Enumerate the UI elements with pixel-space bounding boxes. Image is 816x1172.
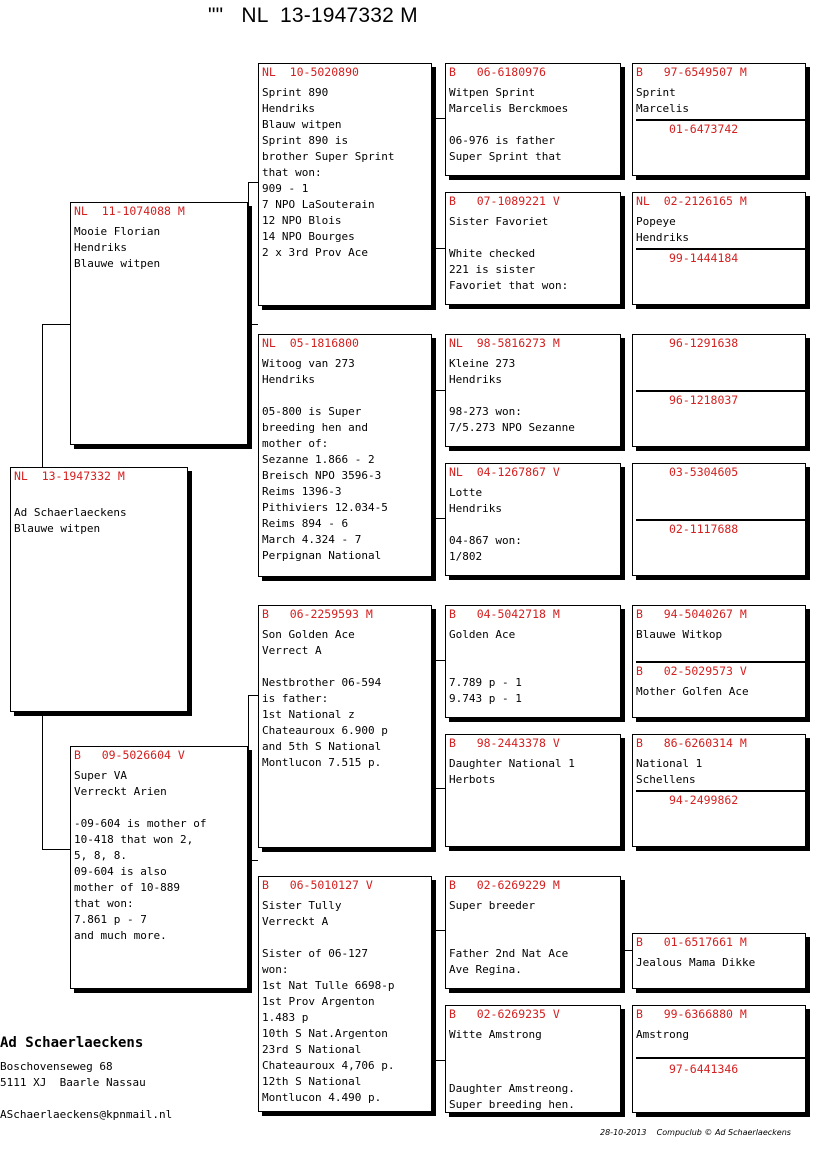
g4-card[interactable] [632,63,806,176]
grandparent-line: 05-800 is Super [262,405,362,418]
g4-ring: B 01-6517661 M [636,935,747,949]
grandparent-line: 1.483 p [262,1011,309,1024]
mother-line: that won: [74,897,134,910]
grandparent-line: Blauw witpen [262,118,342,131]
mother-line: and much more. [74,929,167,942]
owner-street: Boschovenseweg 68 [0,1060,113,1073]
grandparent-card[interactable] [258,63,432,306]
g4-card[interactable] [632,334,806,447]
grandparent-line: 14 NPO Bourges [262,230,355,243]
mother-ring: B 09-5026604 V [74,748,185,762]
grandparent-line: March 4.324 - 7 [262,533,362,546]
father-line: Mooie Florian [74,225,161,238]
ggp-line: Super breeding hen. [449,1098,575,1111]
grandparent-line: 1st National z [262,708,355,721]
ggp-line: Marcelis Berckmoes [449,102,569,115]
grandparent-line: brother Super Sprint [262,150,395,163]
ggp-line: Lotte [449,486,483,499]
ggp-line: Super Sprint that [449,150,562,163]
mother-line: 7.861 p - 7 [74,913,147,926]
grandparent-line: Hendriks [262,102,315,115]
mother-line: 10-418 that won 2, [74,833,194,846]
grandparent-line: 1st Prov Argenton [262,995,375,1008]
g4-ring: 96-1291638 [669,336,739,350]
g4-mother-ring: 97-6441346 [669,1062,739,1076]
ggp-line: Super breeder [449,899,536,912]
g4-line: Marcelis [636,102,689,115]
great-grandparent-card[interactable] [445,63,621,176]
father-line: Blauwe witpen [74,257,161,270]
g4-card[interactable] [632,1005,806,1113]
subject-line: Ad Schaerlaeckens [14,506,127,519]
grandparent-line: Perpignan National [262,549,382,562]
grandparent-ring: NL 05-1816800 [262,336,359,350]
subject-line: Blauwe witpen [14,522,101,535]
owner-name: Ad Schaerlaeckens [0,1035,144,1051]
ggp-ring: NL 04-1267867 V [449,465,560,479]
great-grandparent-card[interactable] [445,876,621,989]
grandparent-line: Verrect A [262,644,322,657]
subject-card[interactable] [10,467,188,712]
ggp-ring: B 07-1089221 V [449,194,560,208]
grandparent-line: Hendriks [262,373,315,386]
great-grandparent-card[interactable] [445,463,621,576]
father-line: Hendriks [74,241,127,254]
g4-ring: 03-5304605 [669,465,739,479]
grandparent-line: Pithiviers 12.034-5 [262,501,388,514]
grandparent-line: Reims 1396-3 [262,485,342,498]
grandparent-line: Reims 894 - 6 [262,517,349,530]
ggp-ring: B 06-6180976 [449,65,546,79]
g4-line: Popeye [636,215,676,228]
page-title: "" NL 13-1947332 M [208,4,418,27]
grandparent-line: 909 - 1 [262,182,309,195]
grandparent-line: and 5th S National [262,740,382,753]
ggp-line: Witte Amstrong [449,1028,542,1041]
grandparent-line: Sezanne 1.866 - 2 [262,453,375,466]
g4-ring: B 86-6260314 M [636,736,747,750]
grandparent-line: Montlucon 4.490 p. [262,1091,382,1104]
ggp-line: 04-867 won: [449,534,522,547]
great-grandparent-card[interactable] [445,192,621,305]
grandparent-line: Montlucon 7.515 p. [262,756,382,769]
g4-card[interactable] [632,933,806,989]
g4-line: Blauwe Witkop [636,628,723,641]
grandparent-line: 2 x 3rd Prov Ace [262,246,368,259]
grandparent-line: won: [262,963,289,976]
grandparent-line: Sister Tully [262,899,342,912]
ggp-ring: B 98-2443378 V [449,736,560,750]
g4-line: National 1 [636,757,703,770]
ggp-line: Ave Regina. [449,963,522,976]
grandparent-card[interactable] [258,605,432,848]
ggp-line: 7/5.273 NPO Sezanne [449,421,575,434]
grandparent-line: Nestbrother 06-594 [262,676,382,689]
grandparent-line: 7 NPO LaSouterain [262,198,375,211]
ggp-line: 7.789 p - 1 [449,676,522,689]
g4-mother-ring: 02-1117688 [669,522,739,536]
mother-card[interactable] [70,746,248,989]
father-card[interactable] [70,202,248,445]
grandparent-line: Sprint 890 is [262,134,349,147]
ggp-line: Herbots [449,773,496,786]
ggp-line: Kleine 273 [449,357,516,370]
ggp-line: 06-976 is father [449,134,555,147]
g4-line: Amstrong [636,1028,689,1041]
ggp-line: Father 2nd Nat Ace [449,947,569,960]
grandparent-line: Sister of 06-127 [262,947,368,960]
mother-line: 09-604 is also [74,865,167,878]
father-ring: NL 11-1074088 M [74,204,185,218]
owner-email[interactable]: ASchaerlaeckens@kpnmail.nl [0,1108,173,1121]
g4-card[interactable] [632,192,806,305]
g4-line: Hendriks [636,231,689,244]
grandparent-line: Breisch NPO 3596-3 [262,469,382,482]
grandparent-card[interactable] [258,334,432,577]
g4-mother-ring: B 02-5029573 V [636,664,747,678]
ggp-ring: B 02-6269235 V [449,1007,560,1021]
grandparent-line: is father: [262,692,329,705]
grandparent-ring: NL 10-5020890 [262,65,359,79]
great-grandparent-card[interactable] [445,1005,621,1113]
g4-mother-ring: 01-6473742 [669,122,739,136]
grandparent-ring: B 06-5010127 V [262,878,373,892]
mother-line: mother of 10-889 [74,881,180,894]
ggp-ring: NL 98-5816273 M [449,336,560,350]
grandparent-card[interactable] [258,876,432,1112]
ggp-line: Hendriks [449,373,502,386]
g4-mother-line: Mother Golfen Ace [636,685,749,698]
subject-ring: NL 13-1947332 M [14,469,125,483]
great-grandparent-card[interactable] [445,334,621,447]
grandparent-line: Sprint 890 [262,86,329,99]
grandparent-line: breeding hen and [262,421,368,434]
mother-line: Super VA [74,769,127,782]
ggp-line: 98-273 won: [449,405,522,418]
ggp-ring: B 04-5042718 M [449,607,560,621]
g4-ring: B 99-6366880 M [636,1007,747,1021]
grandparent-line: Witoog van 273 [262,357,355,370]
g4-line: Schellens [636,773,696,786]
ggp-line: White checked [449,247,536,260]
g4-ring: B 97-6549507 M [636,65,747,79]
g4-card[interactable] [632,734,806,847]
g4-card[interactable] [632,605,806,718]
grandparent-line: Chateauroux 4,706 p. [262,1059,395,1072]
grandparent-line: mother of: [262,437,329,450]
ggp-line: Sister Favoriet [449,215,549,228]
grandparent-line: Chateauroux 6.900 p [262,724,388,737]
g4-ring: B 94-5040267 M [636,607,747,621]
owner-city: 5111 XJ Baarle Nassau [0,1076,146,1089]
ggp-line: Witpen Sprint [449,86,536,99]
g4-mother-ring: 96-1218037 [669,393,739,407]
great-grandparent-card[interactable] [445,605,621,718]
ggp-line: 1/802 [449,550,483,563]
print-stamp: 28-10-2013 Compuclub © Ad Schaerlaeckens [600,1128,791,1137]
ggp-line: Hendriks [449,502,502,515]
grandparent-line: 10th S Nat.Argenton [262,1027,388,1040]
g4-card[interactable] [632,463,806,576]
grandparent-line: Son Golden Ace [262,628,355,641]
mother-line: Verreckt Arien [74,785,167,798]
g4-line: Sprint [636,86,676,99]
ggp-line: Daughter National 1 [449,757,575,770]
ggp-line: Favoriet that won: [449,279,569,292]
ggp-line: Golden Ace [449,628,516,641]
grandparent-line: 12th S National [262,1075,362,1088]
ggp-line: 9.743 p - 1 [449,692,522,705]
ggp-line: 221 is sister [449,263,536,276]
great-grandparent-card[interactable] [445,734,621,847]
g4-mother-ring: 99-1444184 [669,251,739,265]
ggp-ring: B 02-6269229 M [449,878,560,892]
g4-ring: NL 02-2126165 M [636,194,747,208]
mother-line: 5, 8, 8. [74,849,127,862]
grandparent-line: 1st Nat Tulle 6698-p [262,979,395,992]
grandparent-line: 23rd S National [262,1043,362,1056]
grandparent-line: Verreckt A [262,915,329,928]
g4-line: Jealous Mama Dikke [636,956,756,969]
ggp-line: Daughter Amstreong. [449,1082,575,1095]
g4-mother-ring: 94-2499862 [669,793,739,807]
grandparent-line: that won: [262,166,322,179]
grandparent-line: 12 NPO Blois [262,214,342,227]
mother-line: -09-604 is mother of [74,817,207,830]
grandparent-ring: B 06-2259593 M [262,607,373,621]
